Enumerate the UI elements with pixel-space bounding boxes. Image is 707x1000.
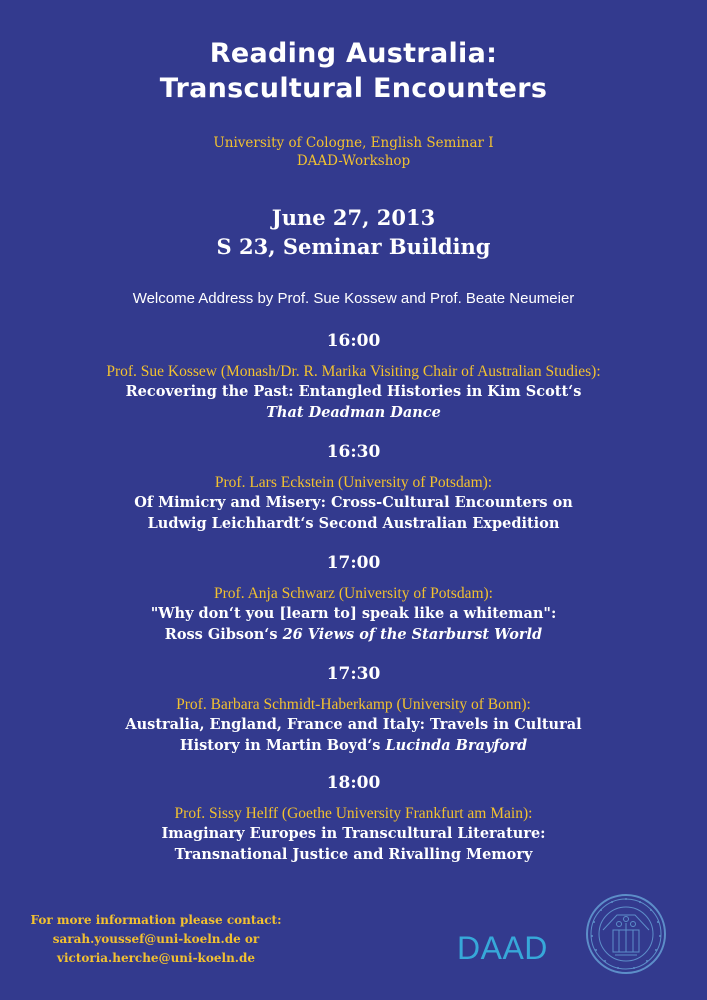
contact-email-2: victoria.herche@uni-koeln.de — [57, 951, 255, 965]
session — [0, 330, 707, 423]
organizer-line-2: DAAD-Workshop — [296, 153, 411, 169]
talk-line-1: Australia, England, France and Italy: Travels in Cultural — [125, 716, 582, 733]
title-line-2: Transcultural Encounters — [159, 73, 548, 104]
organizer-block — [0, 134, 707, 170]
session-time: 17:00 — [326, 553, 381, 573]
event-info — [0, 203, 707, 261]
talk-line-2: Ludwig Leichhardt‘s Second Australian Expedition — [147, 515, 560, 532]
session — [0, 772, 707, 865]
event-date: June 27, 2013 — [271, 205, 436, 230]
talk-line-2: Transnational Justice and Rivalling Memory — [174, 846, 533, 863]
contact-email-1: sarah.youssef@uni-koeln.de or — [52, 932, 260, 946]
session-talk-title — [0, 603, 707, 645]
university-seal-icon — [585, 893, 667, 975]
session-speaker: Prof. Barbara Schmidt-Haberkamp (University of Bonn): — [176, 696, 531, 713]
session-time: 17:30 — [326, 664, 381, 684]
session — [0, 441, 707, 534]
talk-line-2-prefix: History in Martin Boyd‘s — [179, 737, 386, 754]
session-talk-title — [0, 492, 707, 534]
event-location: S 23, Seminar Building — [216, 234, 491, 259]
session-talk-title — [0, 714, 707, 756]
session-speaker: Prof. Anja Schwarz (University of Potsdam): — [214, 585, 493, 602]
session-time: 16:00 — [326, 331, 381, 351]
poster-title — [0, 36, 707, 106]
talk-line-1: Of Mimicry and Misery: Cross-Cultural Encounters on — [134, 494, 573, 511]
session-talk-title — [0, 381, 707, 423]
talk-line-2: That Deadman Dance — [266, 404, 441, 421]
talk-line-2 — [0, 735, 707, 756]
session — [0, 552, 707, 645]
daad-logo: DAAD — [457, 930, 548, 966]
talk-line-1: Imaginary Europes in Transcultural Literature: — [161, 825, 546, 842]
welcome-address: Welcome Address by Prof. Sue Kossew and Prof. Beate Neumeier — [132, 290, 575, 307]
contact-heading: For more information please contact: — [30, 913, 282, 927]
session-time: 16:30 — [326, 442, 381, 462]
session-time: 18:00 — [326, 773, 381, 793]
talk-line-2-italic: 26 Views of the Starburst World — [282, 626, 543, 643]
talk-line-2 — [0, 624, 707, 645]
talk-line-1: Recovering the Past: Entangled Histories in Kim Scott‘s — [125, 383, 582, 400]
session-talk-title — [0, 823, 707, 865]
session-speaker: Prof. Sue Kossew (Monash/Dr. R. Marika Visiting Chair of Australian Studies): — [106, 363, 601, 380]
contact-info — [16, 911, 296, 968]
session-speaker: Prof. Lars Eckstein (University of Potsdam): — [214, 474, 493, 491]
talk-line-2-prefix: Ross Gibson‘s — [164, 626, 283, 643]
session — [0, 663, 707, 756]
talk-line-2-italic: Lucinda Brayford — [385, 737, 528, 754]
session-speaker: Prof. Sissy Helff (Goethe University Frankfurt am Main): — [174, 805, 533, 822]
title-line-1: Reading Australia: — [209, 38, 498, 69]
talk-line-1: "Why don‘t you [learn to] speak like a whiteman": — [150, 605, 557, 622]
organizer-line-1: University of Cologne, English Seminar I — [213, 135, 494, 151]
